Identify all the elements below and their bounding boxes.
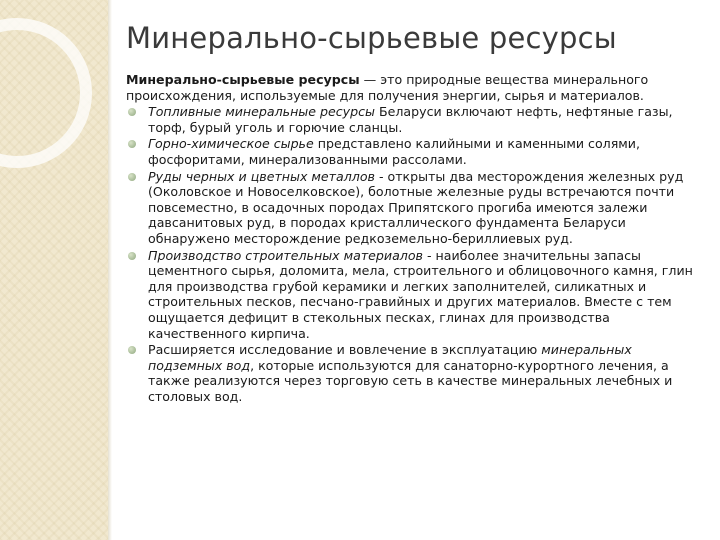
bullet-text: - наиболее значительны запасы цементного сырья, доломита, мела, строительного и облицовочного камня, глин для производства грубой керамики и легких заполнителей, силикатных и строительных песков, песчано-гравийных и других материалов. Вместе с тем ощущается дефицит в стекольных песках, глинах для производства качественного кирпича. [148, 247, 693, 341]
bullet-item-building-materials [126, 248, 704, 342]
bullet-item-mining-chemical [126, 136, 704, 167]
bullet-italic: Руды черных и цветных металлов [148, 168, 375, 184]
bullet-italic: Производство строительных материалов [148, 247, 423, 263]
bullet-pre-text: Расширяется исследование и вовлечение в эксплуатацию [148, 342, 542, 358]
bullet-text: Беларуси включают нефть, нефтяные газы, торф, бурый уголь и горючие сланцы. [148, 104, 673, 135]
bullet-icon [128, 346, 136, 354]
decorative-ring [0, 18, 92, 168]
bullet-icon [128, 173, 136, 181]
bullet-item-metal-ores [126, 169, 704, 247]
bullet-list [126, 104, 704, 404]
bullet-icon [128, 140, 136, 148]
bullet-text: , которые используются для санаторно-курортного лечения, а также реализуются через торговую сеть в качестве минеральных лечебных и столовых вод. [148, 357, 673, 404]
intro-text: — это природные вещества минерального происхождения, используемые для получения энергии, сырья и материалов. [126, 72, 649, 103]
bullet-text: представлено калийными и каменными солями, фосфоритами, минерализованными рассолами. [148, 136, 640, 167]
bullet-item-mineral-waters [126, 342, 704, 404]
side-band-edge [108, 0, 112, 540]
bullet-icon [128, 252, 136, 260]
bullet-item-fuel [126, 104, 704, 135]
intro-paragraph [126, 72, 704, 103]
bullet-icon [128, 108, 136, 116]
bullet-italic: минеральных подземных вод [148, 342, 632, 373]
bullet-text: - открыты два месторождения железных руд (Околовское и Новоселковское), болотные железные руды встречаются почти повсеместно, в осадочных породах Припятского прогиба имеются залежи давсанитовых руд, в породах кристаллического фундамента Беларуси обнаружено месторождение редкоземельно-бериллиевых руд. [148, 168, 684, 246]
slide-title: Минерально-сырьевые ресурсы [126, 21, 617, 55]
intro-term: Минерально-сырьевые ресурсы [126, 72, 360, 87]
slide-content [126, 72, 704, 405]
bullet-italic: Горно-химическое сырье [148, 136, 314, 152]
bullet-italic: Топливные минеральные ресурсы [148, 104, 375, 120]
decorative-side-band [0, 0, 108, 540]
